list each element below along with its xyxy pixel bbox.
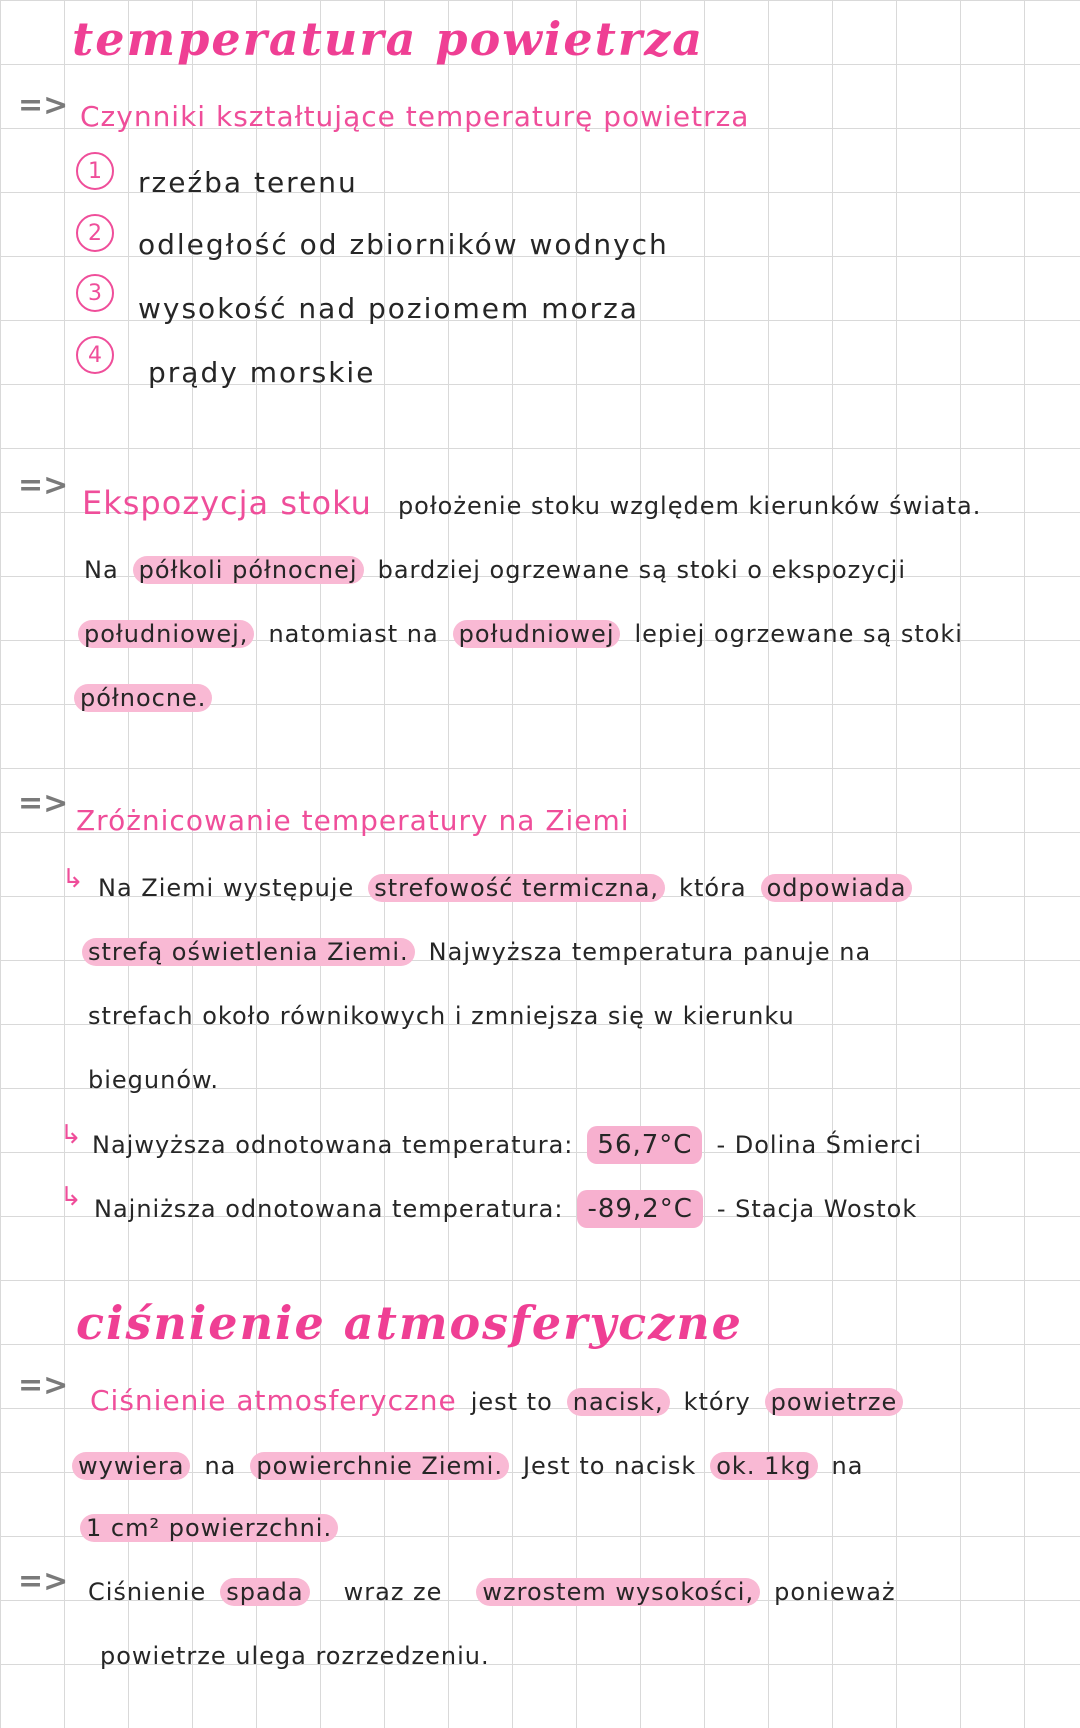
max-temperature-value: 56,7°C <box>587 1126 702 1164</box>
highlight: półkoli północnej <box>133 556 364 584</box>
highlight: północne. <box>74 684 212 712</box>
text: jest to <box>470 1388 553 1416</box>
exposure-line-3 <box>78 620 963 648</box>
text: Jest to nacisk <box>522 1452 697 1480</box>
min-temperature-line <box>94 1190 917 1228</box>
highlight: wzrostem wysokości, <box>476 1578 760 1606</box>
highlight: południowej, <box>78 620 254 648</box>
hook-arrow-icon: ↳ <box>60 1120 82 1150</box>
pressure-line-4 <box>88 1578 896 1606</box>
exposure-line-2 <box>84 556 906 584</box>
text: Na Ziemi występuje <box>98 874 355 902</box>
pressure-line-1 <box>90 1384 903 1417</box>
factor-item: wysokość nad poziomem morza <box>138 292 639 325</box>
pressure-line-2 <box>72 1452 863 1480</box>
pressure-line-3 <box>80 1514 338 1542</box>
exposure-line-1 <box>82 484 981 522</box>
highlight: ok. 1kg <box>710 1452 817 1480</box>
text: która <box>679 874 747 902</box>
highlight: nacisk, <box>567 1388 670 1416</box>
text: który <box>683 1388 751 1416</box>
number-badge-1: 1 <box>76 152 114 190</box>
differentiation-line-3: strefach około równikowych i zmniejsza się w kierunku <box>88 1002 795 1030</box>
text: Najniższa odnotowana temperatura: <box>94 1195 564 1223</box>
factor-item: odległość od zbiorników wodnych <box>138 228 669 261</box>
number-badge-4: 4 <box>76 336 114 374</box>
text: na <box>831 1452 864 1480</box>
text: - Dolina Śmierci <box>716 1131 923 1159</box>
exposure-line-4 <box>74 684 212 712</box>
differentiation-line-2 <box>82 938 871 966</box>
text: na <box>204 1452 237 1480</box>
arrow-icon: => <box>18 468 69 503</box>
text: Najwyższa temperatura panuje na <box>428 938 872 966</box>
pressure-line-5: powietrze ulega rozrzedzeniu. <box>100 1642 490 1670</box>
page-title: temperatura powietrza <box>72 12 705 66</box>
highlight: powierchnie Ziemi. <box>250 1452 509 1480</box>
text: lepiej ogrzewane są stoki <box>634 620 963 648</box>
text: Ciśnienie <box>88 1578 207 1606</box>
exposure-definition: położenie stoku względem kierunków świata. <box>397 492 982 520</box>
hook-arrow-icon: ↳ <box>62 864 84 894</box>
arrow-icon: => <box>18 88 69 123</box>
max-temperature-line <box>92 1126 922 1164</box>
text: wraz ze <box>343 1578 443 1606</box>
factors-heading: Czynniki kształtujące temperaturę powietrza <box>80 100 750 133</box>
differentiation-line-1 <box>98 874 912 902</box>
arrow-icon: => <box>18 1564 69 1599</box>
factor-item: rzeźba terenu <box>138 166 358 199</box>
highlight: spada <box>220 1578 309 1606</box>
differentiation-line-4: biegunów. <box>88 1066 220 1094</box>
factor-item: prądy morskie <box>148 356 376 389</box>
highlight: strefowość termiczna, <box>368 874 665 902</box>
section-title: ciśnienie atmosferyczne <box>76 1296 743 1350</box>
text: Na <box>84 556 119 584</box>
number-badge-3: 3 <box>76 274 114 312</box>
highlight: 1 cm² powierzchni. <box>80 1514 338 1542</box>
text: bardziej ogrzewane są stoki o ekspozycji <box>377 556 906 584</box>
arrow-icon: => <box>18 786 69 821</box>
highlight: powietrze <box>765 1388 904 1416</box>
pressure-heading: Ciśnienie atmosferyczne <box>90 1384 457 1417</box>
text: - Stacja Wostok <box>716 1195 918 1223</box>
min-temperature-value: -89,2°C <box>577 1190 702 1228</box>
exposure-heading: Ekspozycja stoku <box>82 484 372 522</box>
highlight: odpowiada <box>761 874 913 902</box>
differentiation-heading: Zróżnicowanie temperatury na Ziemi <box>76 804 630 837</box>
hook-arrow-icon: ↳ <box>60 1182 82 1212</box>
highlight: wywiera <box>72 1452 190 1480</box>
arrow-icon: => <box>18 1368 69 1403</box>
highlight: strefą oświetlenia Ziemi. <box>82 938 415 966</box>
number-badge-2: 2 <box>76 214 114 252</box>
highlight: południowej <box>453 620 621 648</box>
text: Najwyższa odnotowana temperatura: <box>92 1131 574 1159</box>
text: natomiast na <box>268 620 439 648</box>
text: ponieważ <box>774 1578 896 1606</box>
